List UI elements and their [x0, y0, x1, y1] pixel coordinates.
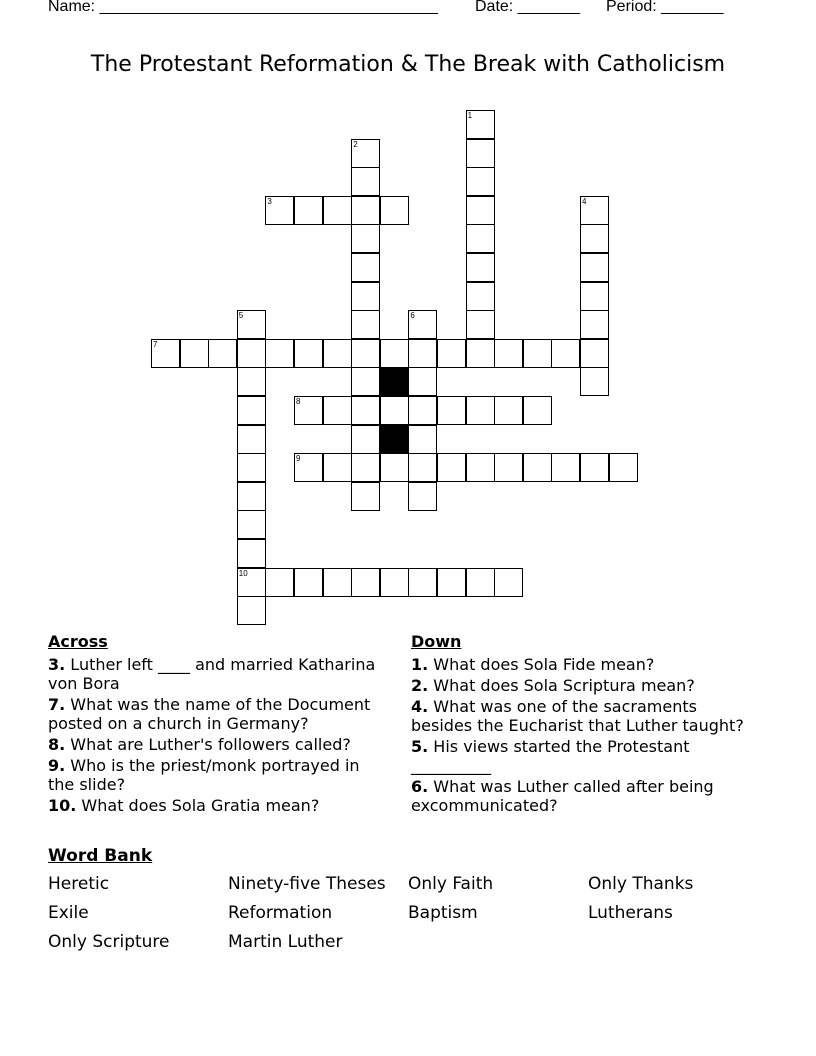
- clue-number: 4: [582, 196, 587, 206]
- clue-text: What was one of the sacraments besides the Eucharist that Luther taught?: [411, 697, 744, 735]
- clue-number: 7: [153, 339, 158, 349]
- clue-text: What was Luther called after being excommunicated?: [411, 777, 714, 815]
- word-bank-item: Only Faith: [408, 874, 494, 894]
- crossword-cell[interactable]: [208, 339, 237, 368]
- crossword-cell[interactable]: [580, 453, 609, 482]
- crossword-cell[interactable]: [466, 282, 495, 311]
- crossword-cell[interactable]: [380, 568, 409, 597]
- word-bank-item: Only Thanks: [588, 874, 694, 894]
- crossword-cell[interactable]: [265, 339, 294, 368]
- crossword-cell[interactable]: [580, 253, 609, 282]
- crossword-cell[interactable]: [351, 367, 380, 396]
- crossword-cell[interactable]: [351, 139, 380, 168]
- word-bank-item: Lutherans: [588, 903, 673, 923]
- crossword-cell[interactable]: [294, 196, 323, 225]
- crossword-cell[interactable]: [437, 453, 466, 482]
- down-clue: [411, 777, 761, 815]
- blocked-cell: [380, 425, 409, 454]
- clue-number: 7.: [48, 695, 66, 714]
- clue-number: 6: [410, 311, 415, 321]
- crossword-cell[interactable]: [580, 282, 609, 311]
- across-clue: [48, 735, 383, 754]
- crossword-cell[interactable]: [408, 425, 437, 454]
- clue-number: 5.: [411, 737, 429, 756]
- crossword-cell[interactable]: [351, 310, 380, 339]
- blocked-cell: [380, 367, 409, 396]
- clue-text: What does Sola Fide mean?: [428, 655, 655, 674]
- crossword-cell[interactable]: [494, 568, 523, 597]
- word-bank-item: Heretic: [48, 874, 110, 894]
- across-clue: [48, 756, 383, 794]
- crossword-cell[interactable]: [237, 367, 266, 396]
- crossword-cell[interactable]: [437, 396, 466, 425]
- crossword-cell[interactable]: [466, 396, 495, 425]
- clue-text: His views started the Protestant __________: [411, 737, 690, 775]
- crossword-cell[interactable]: [323, 453, 352, 482]
- word-bank-item: Exile: [48, 903, 89, 923]
- crossword-cell[interactable]: [523, 339, 552, 368]
- name-field[interactable]: Name: ______________________________________: [48, 0, 438, 15]
- crossword-cell[interactable]: [237, 539, 266, 568]
- across-clue: [48, 695, 383, 733]
- crossword-cell[interactable]: [351, 224, 380, 253]
- crossword-cell[interactable]: [237, 510, 266, 539]
- across-clue: [48, 655, 383, 693]
- date-field[interactable]: Date: _______: [475, 0, 580, 15]
- crossword-cell[interactable]: [237, 453, 266, 482]
- crossword-cell[interactable]: [466, 339, 495, 368]
- clue-number: 6.: [411, 777, 429, 796]
- clue-text: What are Luther's followers called?: [65, 735, 351, 754]
- crossword-cell[interactable]: [580, 339, 609, 368]
- page-title: The Protestant Reformation & The Break with Catholicism: [90, 52, 726, 77]
- crossword-cell[interactable]: [609, 453, 638, 482]
- crossword-cell[interactable]: [494, 453, 523, 482]
- clue-number: 8: [296, 397, 301, 406]
- crossword-cell[interactable]: [323, 339, 352, 368]
- crossword-cell[interactable]: [523, 453, 552, 482]
- crossword-cell[interactable]: [580, 310, 609, 339]
- crossword-cell[interactable]: [466, 167, 495, 196]
- crossword-cell[interactable]: [323, 196, 352, 225]
- crossword-cell[interactable]: [408, 367, 437, 396]
- crossword-cell[interactable]: [180, 339, 209, 368]
- crossword-cell[interactable]: [580, 224, 609, 253]
- crossword-cell[interactable]: [466, 253, 495, 282]
- crossword-cell[interactable]: [380, 396, 409, 425]
- down-clue: [411, 697, 761, 735]
- clue-number: 8.: [48, 735, 66, 754]
- clue-number: 1.: [411, 655, 429, 674]
- crossword-cell[interactable]: [294, 339, 323, 368]
- word-bank: [48, 874, 768, 964]
- crossword-cell[interactable]: [294, 396, 323, 425]
- down-clue: [411, 676, 761, 695]
- crossword-cell[interactable]: [323, 568, 352, 597]
- crossword-cell[interactable]: [494, 396, 523, 425]
- crossword-cell[interactable]: [237, 310, 266, 339]
- crossword-cell[interactable]: [494, 339, 523, 368]
- clue-text: What does Sola Gratia mean?: [76, 796, 320, 815]
- down-heading: Down: [411, 632, 462, 651]
- crossword-cell[interactable]: [466, 310, 495, 339]
- clue-text: Luther left ____ and married Katharina von Bora: [48, 655, 376, 693]
- crossword-cell[interactable]: [408, 339, 437, 368]
- crossword-cell[interactable]: [237, 396, 266, 425]
- across-heading: Across: [48, 632, 108, 651]
- clue-number: 10.: [48, 796, 77, 815]
- crossword-cell[interactable]: [237, 568, 266, 597]
- period-field[interactable]: Period: _______: [606, 0, 724, 15]
- crossword-cell[interactable]: [408, 453, 437, 482]
- crossword-cell[interactable]: [351, 339, 380, 368]
- crossword-cell[interactable]: [466, 224, 495, 253]
- crossword-cell[interactable]: [265, 568, 294, 597]
- crossword-cell[interactable]: [265, 196, 294, 225]
- crossword-cell[interactable]: [408, 482, 437, 511]
- word-bank-item: Martin Luther: [228, 932, 343, 952]
- word-bank-item: Baptism: [408, 903, 478, 923]
- clue-number: 9: [296, 454, 301, 464]
- crossword-cell[interactable]: [408, 568, 437, 597]
- crossword-cell[interactable]: [437, 339, 466, 368]
- down-clues: [411, 632, 761, 817]
- crossword-cell[interactable]: [408, 310, 437, 339]
- crossword-cell[interactable]: [294, 453, 323, 482]
- clue-text: What does Sola Scriptura mean?: [428, 676, 695, 695]
- across-clue: [48, 796, 383, 815]
- crossword-cell[interactable]: [551, 453, 580, 482]
- crossword-cell[interactable]: [466, 568, 495, 597]
- crossword-cell[interactable]: [380, 196, 409, 225]
- crossword-cell[interactable]: [466, 453, 495, 482]
- clue-number: 1: [467, 111, 473, 120]
- crossword-cell[interactable]: [237, 339, 266, 368]
- clue-text: What was the name of the Document posted on a church in Germany?: [48, 695, 371, 733]
- word-bank-item: Only Scripture: [48, 932, 170, 952]
- clue-number: 3: [267, 196, 272, 206]
- crossword-cell[interactable]: [580, 367, 609, 396]
- crossword-cell[interactable]: [237, 482, 266, 511]
- crossword-cell[interactable]: [351, 196, 380, 225]
- crossword-cell[interactable]: [380, 453, 409, 482]
- crossword-cell[interactable]: [351, 482, 380, 511]
- crossword-cell[interactable]: [323, 396, 352, 425]
- crossword-cell[interactable]: [466, 110, 495, 139]
- clue-number: 10: [238, 568, 248, 578]
- crossword-cell[interactable]: [466, 139, 495, 168]
- down-clue: [411, 737, 761, 775]
- clue-number: 2: [353, 139, 358, 149]
- across-clues: [48, 632, 383, 817]
- crossword-cell[interactable]: [351, 453, 380, 482]
- crossword-cell[interactable]: [380, 339, 409, 368]
- clue-number: 3.: [48, 655, 66, 674]
- crossword-cell[interactable]: [351, 568, 380, 597]
- crossword-cell[interactable]: [294, 568, 323, 597]
- crossword-cell[interactable]: [151, 339, 180, 368]
- clue-number: 9.: [48, 756, 66, 775]
- crossword-cell[interactable]: [351, 282, 380, 311]
- crossword-cell[interactable]: [408, 396, 437, 425]
- crossword-cell[interactable]: [237, 425, 266, 454]
- crossword-cell[interactable]: [237, 596, 266, 625]
- clue-number: 4.: [411, 697, 429, 716]
- clue-text: Who is the priest/monk portrayed in the slide?: [48, 756, 360, 794]
- crossword-cell[interactable]: [466, 196, 495, 225]
- crossword-cell[interactable]: [351, 425, 380, 454]
- crossword-cell[interactable]: [551, 339, 580, 368]
- crossword-cell[interactable]: [351, 253, 380, 282]
- down-clue: [411, 655, 761, 674]
- crossword-cell[interactable]: [437, 568, 466, 597]
- crossword-cell[interactable]: [351, 396, 380, 425]
- clue-number: 2.: [411, 676, 429, 695]
- word-bank-item: Reformation: [228, 903, 333, 923]
- crossword-cell[interactable]: [580, 196, 609, 225]
- word-bank-item: Ninety-five Theses: [228, 874, 386, 894]
- word-bank-title: Word Bank: [48, 846, 153, 866]
- crossword-cell[interactable]: [523, 396, 552, 425]
- clue-number: 5: [238, 311, 244, 321]
- crossword-cell[interactable]: [351, 167, 380, 196]
